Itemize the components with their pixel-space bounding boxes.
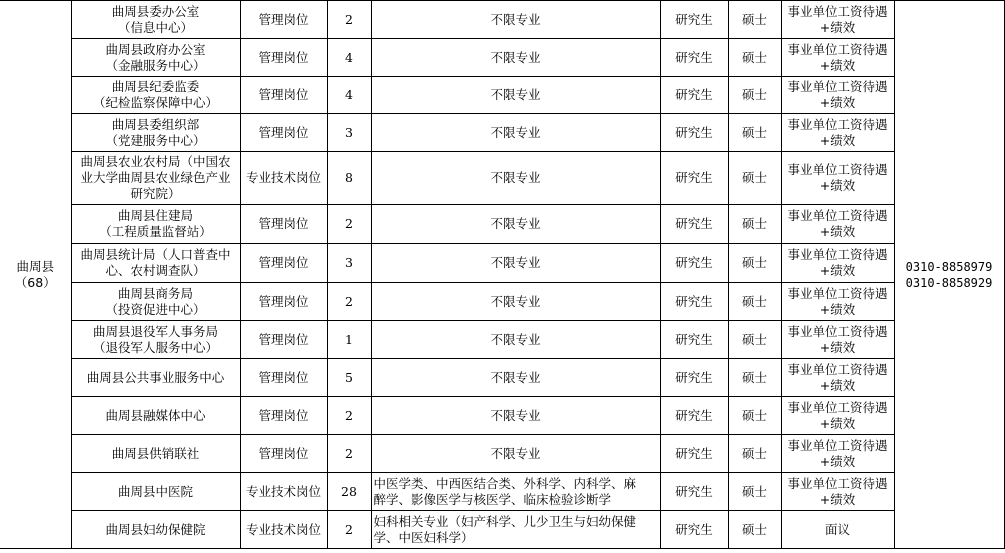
table-row [0, 359, 1004, 397]
major-text-line: 不限专业 [490, 331, 541, 347]
unit-cell [71, 397, 240, 435]
headcount-cell: 4 [327, 77, 371, 114]
unit-name-line: 曲周县中医院 [117, 483, 193, 499]
unit-cell [71, 283, 240, 321]
salary-text-line: 事业单位工资待遇 [787, 323, 888, 339]
post-type-cell: 管理岗位 [240, 321, 327, 359]
salary-cell [781, 473, 894, 511]
headcount-cell: 3 [327, 114, 371, 152]
county-cell [0, 1, 71, 549]
education-cell: 研究生 [660, 1, 728, 39]
major-cell [371, 152, 660, 205]
salary-text-line: +绩效 [819, 178, 856, 193]
salary-cell [781, 152, 894, 205]
salary-text-line: +绩效 [819, 453, 856, 469]
salary-cell [781, 1, 894, 39]
major-text-line: 不限专业 [490, 170, 541, 185]
education-cell: 研究生 [660, 397, 728, 435]
education-cell: 研究生 [660, 283, 728, 321]
major-text-line: 不限专业 [490, 407, 541, 423]
salary-cell [781, 511, 894, 549]
education-cell: 研究生 [660, 205, 728, 244]
salary-text-line: +绩效 [819, 415, 856, 431]
salary-text-line: 事业单位工资待遇 [787, 399, 888, 415]
major-text-line: 不限专业 [490, 87, 541, 102]
salary-cell [781, 244, 894, 283]
major-cell [371, 283, 660, 321]
table-row [0, 511, 1004, 549]
major-cell [371, 114, 660, 152]
headcount-cell: 2 [327, 511, 371, 549]
salary-text-line: 事业单位工资待遇 [787, 475, 888, 491]
major-text-line: 学、中医妇科学） [373, 529, 474, 545]
salary-text-line: 事业单位工资待遇 [787, 437, 888, 453]
major-cell [371, 1, 660, 39]
headcount-cell: 3 [327, 244, 371, 283]
salary-text-line: 事业单位工资待遇 [787, 116, 888, 132]
major-cell [371, 205, 660, 244]
unit-name-line: 曲周县委组织部 [111, 116, 200, 132]
unit-cell [71, 473, 240, 511]
headcount-cell: 2 [327, 397, 371, 435]
degree-cell: 硕士 [728, 152, 781, 205]
salary-text-line: 面议 [824, 521, 850, 537]
unit-name-line: 曲周县政府办公室 [105, 41, 206, 57]
salary-text-line: +绩效 [819, 95, 856, 110]
post-type-cell: 管理岗位 [240, 39, 327, 77]
major-cell [371, 359, 660, 397]
table-row [0, 39, 1004, 77]
post-type-cell: 管理岗位 [240, 1, 327, 39]
degree-cell: 硕士 [728, 283, 781, 321]
phone-number: 0310-8858979 [905, 259, 993, 274]
unit-name-line: 曲周县退役军人事务局 [92, 323, 218, 339]
post-type-cell: 管理岗位 [240, 114, 327, 152]
salary-text-line: 事业单位工资待遇 [787, 3, 888, 19]
salary-cell [781, 435, 894, 473]
degree-cell: 硕士 [728, 205, 781, 244]
unit-name-line: 曲周县委办公室 [111, 3, 200, 19]
headcount-cell: 2 [327, 205, 371, 244]
salary-text-line: 事业单位工资待遇 [787, 247, 888, 262]
unit-cell [71, 114, 240, 152]
degree-cell: 硕士 [728, 321, 781, 359]
major-text-line: 不限专业 [490, 445, 541, 461]
unit-name-line: 心、农村调查队） [105, 263, 206, 278]
major-text-line: 不限专业 [490, 293, 541, 309]
education-cell: 研究生 [660, 435, 728, 473]
major-cell [371, 77, 660, 114]
county-count: （68） [14, 274, 56, 290]
county-name: 曲周县 [16, 258, 54, 274]
salary-text-line: +绩效 [819, 19, 856, 35]
education-cell: 研究生 [660, 39, 728, 77]
degree-cell: 硕士 [728, 435, 781, 473]
degree-cell: 硕士 [728, 244, 781, 283]
post-type-cell: 专业技术岗位 [240, 152, 327, 205]
salary-text-line: +绩效 [819, 263, 856, 278]
post-type-cell: 管理岗位 [240, 359, 327, 397]
major-text-line: 醉学、影像医学与核医学、临床检验诊断学 [373, 491, 612, 507]
table-body [0, 1, 1004, 549]
degree-cell: 硕士 [728, 1, 781, 39]
post-type-cell: 专业技术岗位 [240, 473, 327, 511]
salary-text-line: 事业单位工资待遇 [787, 208, 888, 223]
unit-name-line: （投资促进中心） [105, 301, 206, 317]
headcount-cell: 5 [327, 359, 371, 397]
unit-name-line: 曲周县统计局（人口普查中 [80, 247, 231, 262]
salary-text-line: +绩效 [819, 301, 856, 317]
degree-cell: 硕士 [728, 77, 781, 114]
education-cell: 研究生 [660, 473, 728, 511]
post-type-cell: 管理岗位 [240, 283, 327, 321]
degree-cell: 硕士 [728, 473, 781, 511]
education-cell: 研究生 [660, 114, 728, 152]
major-text-line: 不限专业 [490, 216, 541, 231]
unit-name-line: 曲周县商务局 [117, 285, 193, 301]
unit-name-line: 曲周县妇幼保健院 [105, 521, 206, 537]
salary-text-line: 事业单位工资待遇 [787, 285, 888, 301]
salary-text-line: +绩效 [819, 491, 856, 507]
post-type-cell: 管理岗位 [240, 244, 327, 283]
major-text-line: 中医学类、中西医结合类、外科学、内科学、麻 [373, 475, 637, 491]
unit-name-line: 曲周县住建局 [117, 208, 193, 223]
salary-text-line: +绩效 [819, 57, 856, 73]
unit-name-line: （退役军人服务中心） [92, 339, 218, 355]
unit-name-line: （纪检监察保障中心） [92, 95, 218, 110]
table-row [0, 321, 1004, 359]
unit-name-line: 业大学曲周县农业绿色产业 [80, 170, 231, 185]
unit-cell [71, 1, 240, 39]
contact-phone-cell [894, 1, 1004, 549]
unit-name-line: （工程质量监督站） [99, 224, 212, 239]
table-row [0, 205, 1004, 244]
major-text-line: 不限专业 [490, 124, 541, 140]
education-cell: 研究生 [660, 359, 728, 397]
unit-cell [71, 205, 240, 244]
unit-name-line: 研究院） [130, 186, 181, 201]
unit-cell [71, 359, 240, 397]
salary-cell [781, 359, 894, 397]
unit-cell [71, 152, 240, 205]
degree-cell: 硕士 [728, 511, 781, 549]
degree-cell: 硕士 [728, 359, 781, 397]
unit-cell [71, 321, 240, 359]
unit-cell [71, 77, 240, 114]
education-cell: 研究生 [660, 244, 728, 283]
unit-cell [71, 244, 240, 283]
post-type-cell: 管理岗位 [240, 397, 327, 435]
degree-cell: 硕士 [728, 114, 781, 152]
table-row [0, 283, 1004, 321]
education-cell: 研究生 [660, 321, 728, 359]
major-cell [371, 473, 660, 511]
salary-cell [781, 397, 894, 435]
major-text-line: 不限专业 [490, 49, 541, 65]
unit-name-line: 曲周县纪委监委 [111, 79, 200, 94]
table-row [0, 473, 1004, 511]
unit-name-line: 曲周县融媒体中心 [105, 407, 206, 423]
salary-text-line: 事业单位工资待遇 [787, 162, 888, 177]
headcount-cell: 2 [327, 1, 371, 39]
post-type-cell: 专业技术岗位 [240, 511, 327, 549]
unit-name-line: 曲周县公共事业服务中心 [86, 369, 225, 385]
unit-name-line: （金融服务中心） [105, 57, 206, 73]
major-cell [371, 39, 660, 77]
post-type-cell: 管理岗位 [240, 77, 327, 114]
table-row [0, 77, 1004, 114]
headcount-cell: 4 [327, 39, 371, 77]
degree-cell: 硕士 [728, 39, 781, 77]
headcount-cell: 2 [327, 283, 371, 321]
salary-cell [781, 114, 894, 152]
table-row [0, 114, 1004, 152]
major-cell [371, 397, 660, 435]
unit-name-line: （信息中心） [117, 19, 193, 35]
salary-text-line: 事业单位工资待遇 [787, 41, 888, 57]
unit-name-line: 曲周县农业农村局（中国农 [80, 154, 231, 169]
table-row [0, 152, 1004, 205]
table-row [0, 1, 1004, 39]
salary-cell [781, 39, 894, 77]
unit-name-line: 曲周县供销联社 [111, 445, 200, 461]
post-type-cell: 管理岗位 [240, 205, 327, 244]
major-cell [371, 321, 660, 359]
major-cell [371, 511, 660, 549]
unit-name-line: （党建服务中心） [105, 132, 206, 148]
salary-text-line: +绩效 [819, 224, 856, 239]
salary-text-line: +绩效 [819, 339, 856, 355]
salary-cell [781, 283, 894, 321]
education-cell: 研究生 [660, 511, 728, 549]
major-text-line: 妇科相关专业（妇产科学、儿少卫生与妇幼保健 [373, 513, 637, 529]
degree-cell: 硕士 [728, 397, 781, 435]
salary-cell [781, 205, 894, 244]
major-text-line: 不限专业 [490, 11, 541, 27]
salary-cell [781, 77, 894, 114]
salary-text-line: +绩效 [819, 377, 856, 393]
major-text-line: 不限专业 [490, 255, 541, 270]
table-row [0, 244, 1004, 283]
unit-cell [71, 435, 240, 473]
headcount-cell: 8 [327, 152, 371, 205]
headcount-cell: 1 [327, 321, 371, 359]
major-cell [371, 435, 660, 473]
headcount-cell: 2 [327, 435, 371, 473]
salary-text-line: +绩效 [819, 132, 856, 148]
unit-cell [71, 511, 240, 549]
unit-cell [71, 39, 240, 77]
education-cell: 研究生 [660, 152, 728, 205]
post-type-cell: 管理岗位 [240, 435, 327, 473]
major-text-line: 不限专业 [490, 369, 541, 385]
major-cell [371, 244, 660, 283]
table-row [0, 435, 1004, 473]
salary-text-line: 事业单位工资待遇 [787, 79, 888, 94]
table-row [0, 397, 1004, 435]
headcount-cell: 28 [327, 473, 371, 511]
salary-cell [781, 321, 894, 359]
salary-text-line: 事业单位工资待遇 [787, 361, 888, 377]
education-cell: 研究生 [660, 77, 728, 114]
phone-number: 0310-8858929 [905, 275, 993, 290]
